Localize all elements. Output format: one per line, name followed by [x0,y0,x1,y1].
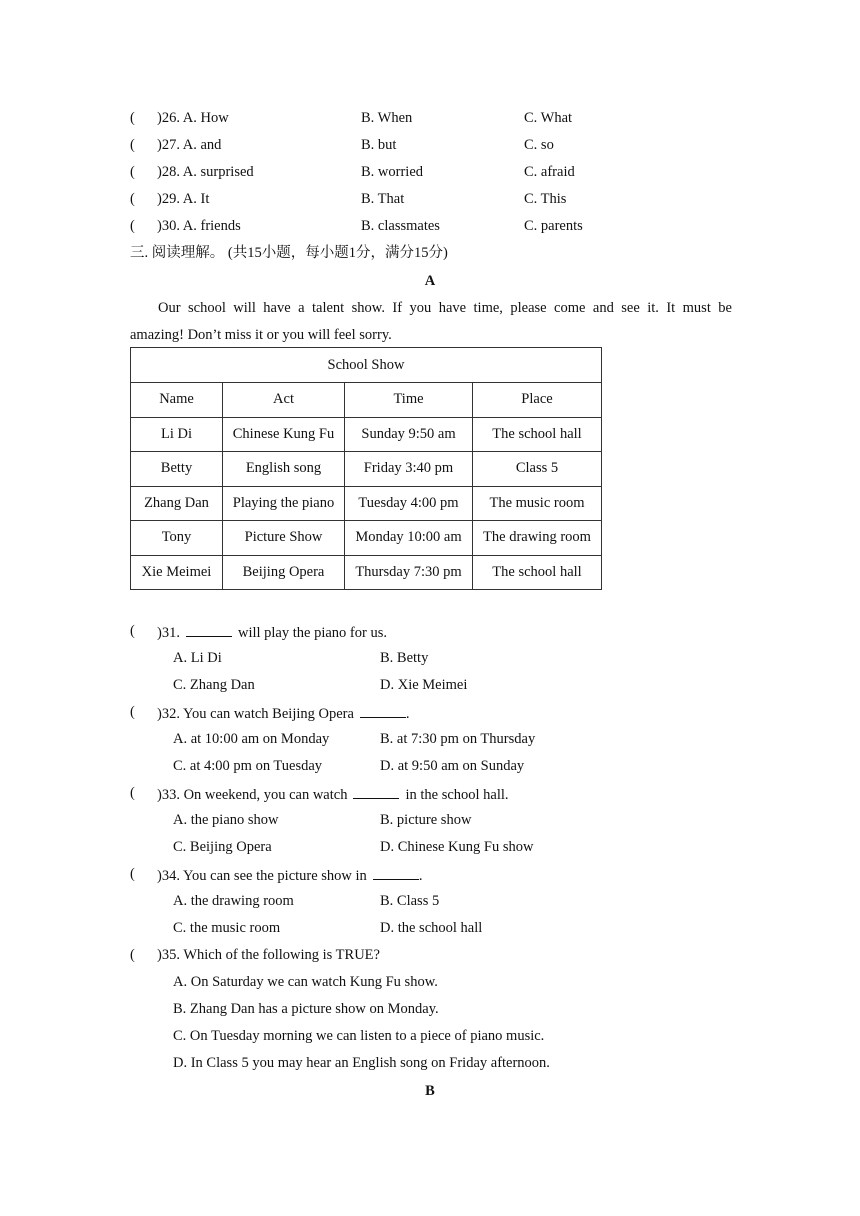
cell-place: The school hall [473,417,602,452]
question-34-option-d: D. the school hall [380,920,483,936]
question-33-option-c: C. Beijing Opera [173,839,272,855]
column-header: Name [131,383,223,418]
question-32-stem [157,705,410,722]
answer-paren: ( [130,866,135,882]
school-show-table [130,347,602,590]
cell-time: Sunday 9:50 am [345,417,473,452]
question-30-option-c: C. parents [524,218,583,234]
question-33-option-a: A. the piano show [173,812,279,828]
column-header: Act [223,383,345,418]
question-34-option-a: A. the drawing room [173,893,294,909]
question-34-suffix: . [418,868,423,884]
question-28-option-a: )28. A. surprised [157,164,254,180]
cell-act: Chinese Kung Fu [223,417,345,452]
cell-place: The school hall [473,555,602,590]
column-header: Time [345,383,473,418]
question-30-option-a: )30. A. friends [157,218,241,234]
question-27-option-a: )27. A. and [157,137,222,153]
cell-place: The drawing room [473,521,602,556]
cell-act: Beijing Opera [223,555,345,590]
answer-paren: ( [130,137,135,153]
question-26-option-a: )26. A. How [157,110,229,126]
question-32-option-b: B. at 7:30 pm on Thursday [380,731,536,747]
cell-time: Thursday 7:30 pm [345,555,473,590]
answer-blank[interactable] [373,867,419,880]
question-35-option-b: B. Zhang Dan has a picture show on Monday. [173,1001,439,1017]
cell-place: Class 5 [473,452,602,487]
question-32-option-c: C. at 4:00 pm on Tuesday [173,758,323,774]
answer-paren: ( [130,110,135,126]
cell-name: Betty [131,452,223,487]
passage-a-text-line-2: amazing! Don’t miss it or you will feel sorry. [130,327,392,343]
cell-time: Tuesday 4:00 pm [345,486,473,521]
answer-paren: ( [130,785,135,801]
table-row [131,417,602,452]
cell-name: Xie Meimei [131,555,223,590]
answer-paren: ( [130,704,135,720]
question-27-option-b: B. but [361,137,397,153]
table-header-row [131,383,602,418]
passage-a-text-line-1: Our school will have a talent show. If you have time, please come and see it. It must be [158,300,732,316]
table-row [131,555,602,590]
question-35-option-a: A. On Saturday we can watch Kung Fu show. [173,974,438,990]
section-heading: 三. 阅读理解。 (共15小题，每小题1分，满分15分) [130,245,448,261]
question-31-suffix: will play the piano for us. [237,625,387,641]
question-29-option-c: C. This [524,191,567,207]
question-30-option-b: B. classmates [361,218,440,234]
answer-paren: ( [130,218,135,234]
question-35-option-c: C. On Tuesday morning we can listen to a piece of piano music. [173,1028,545,1044]
passage-b-label: B [425,1083,435,1099]
question-26-option-b: B. When [361,110,413,126]
cell-time: Monday 10:00 am [345,521,473,556]
question-33-option-b: B. picture show [380,812,472,828]
table-row [131,486,602,521]
question-34-prefix: )34. You can see the picture show in [157,868,367,884]
table-row [131,521,602,556]
cell-act: Picture Show [223,521,345,556]
question-26-option-c: C. What [524,110,573,126]
answer-blank[interactable] [353,786,399,799]
question-31-option-d: D. Xie Meimei [380,677,468,693]
answer-paren: ( [130,623,135,639]
question-33-suffix: in the school hall. [405,787,509,803]
table-row [131,452,602,487]
question-27-option-c: C. so [524,137,554,153]
question-31-option-c: C. Zhang Dan [173,677,255,693]
question-34-option-b: B. Class 5 [380,893,440,909]
question-31-option-b: B. Betty [380,650,429,666]
question-28-option-c: C. afraid [524,164,575,180]
question-35-stem: )35. Which of the following is TRUE? [157,947,380,963]
cell-name: Li Di [131,417,223,452]
answer-paren: ( [130,947,135,963]
cell-name: Tony [131,521,223,556]
question-34-option-c: C. the music room [173,920,281,936]
cell-act: Playing the piano [223,486,345,521]
answer-paren: ( [130,164,135,180]
question-33-option-d: D. Chinese Kung Fu show [380,839,534,855]
cell-place: The music room [473,486,602,521]
question-32-prefix: )32. You can watch Beijing Opera [157,706,354,722]
answer-blank[interactable] [360,705,406,718]
table-caption: School Show [131,348,602,383]
question-29-option-a: )29. A. It [157,191,210,207]
question-28-option-b: B. worried [361,164,424,180]
answer-paren: ( [130,191,135,207]
cell-time: Friday 3:40 pm [345,452,473,487]
question-31-prefix: )31. [157,625,180,641]
question-31-option-a: A. Li Di [173,650,222,666]
question-31-stem [157,624,387,641]
passage-a-label: A [424,273,436,289]
column-header: Place [473,383,602,418]
question-35-option-d: D. In Class 5 you may hear an English song on Friday afternoon. [173,1055,550,1071]
question-33-stem [157,786,509,803]
question-32-suffix: . [405,706,410,722]
cell-act: English song [223,452,345,487]
answer-blank[interactable] [186,624,232,637]
cell-name: Zhang Dan [131,486,223,521]
question-32-option-a: A. at 10:00 am on Monday [173,731,330,747]
question-34-stem [157,867,422,884]
question-29-option-b: B. That [361,191,405,207]
question-32-option-d: D. at 9:50 am on Sunday [380,758,525,774]
question-33-prefix: )33. On weekend, you can watch [157,787,348,803]
